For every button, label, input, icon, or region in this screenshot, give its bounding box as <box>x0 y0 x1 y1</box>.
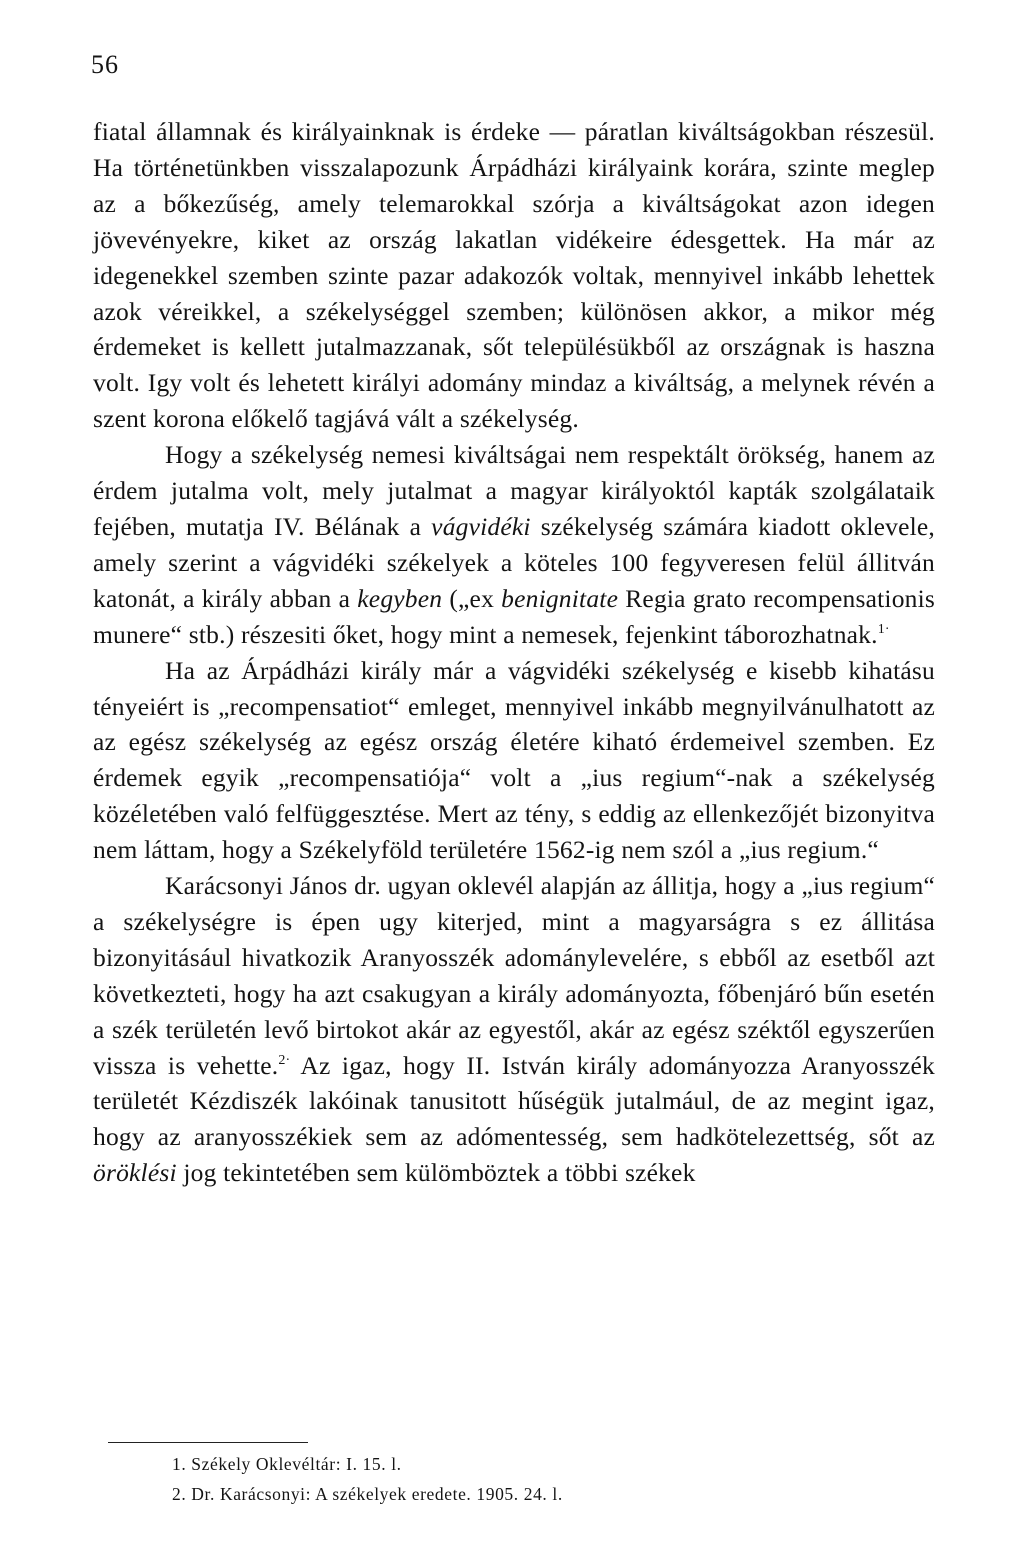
footnote-marker: 2· <box>278 1052 291 1068</box>
paragraph <box>93 437 935 652</box>
italic-text: kegyben <box>357 583 443 613</box>
footnote-marker: 1· <box>877 621 890 637</box>
text-run: Hogy a székelység nemesi kiváltságai nem respektált örökség, hanem az érdem jutalma volt, mely jutalmat a magyar királyoktól kapták szolgálataik fejében, mutatja IV. Bélának a <box>93 440 935 541</box>
italic-text: vágvidéki <box>431 511 531 541</box>
paragraph <box>93 114 935 437</box>
body-text <box>93 114 935 1191</box>
page-number: 56 <box>91 50 119 79</box>
text-run: jog tekintetében sem külömböztek a többi székek <box>176 1158 696 1188</box>
text-run: („ex <box>442 583 502 613</box>
text-run: fiatal államnak és királyainknak is érdeke — páratlan kiváltságokban részesül. Ha történetünkben visszalapozunk Árpádházi királyaink korára, szinte meglep az a bőkezűség, amely telemarokkal szórja a kiváltságokat azon idegen jövevényekre, kiket az ország lakatlan vidékeire édesgettek. Ha már az idegenekkel szemben szinte pazar adakozók voltak, mennyivel inkább lehettek azok véreikkel, a székelységgel szemben; különösen akkor, a mikor még érdemeket is kellett jutalmazzanak, sőt településükből az országnak is haszna volt. Igy volt és lehetett királyi adomány mindaz a kiváltság, a melynek révén a szent korona előkelő tagjává vált a székelység. <box>93 117 935 434</box>
italic-text: öröklési <box>93 1158 177 1188</box>
footnote-2: 2. Dr. Karácsonyi: A székelyek eredete. 1905. 24. l. <box>172 1484 563 1504</box>
text-run: székelység számára kiadott oklevele, amely szerint a vágvidéki székelyek a köteles 100 fegyveresen felül állitván katonát, a király abban a <box>93 511 935 613</box>
footnote-1: 1. Székely Oklevéltár: I. 15. l. <box>172 1454 402 1474</box>
text-run: Karácsonyi János dr. ugyan oklevél alapján az állitja, hogy a „ius regium“ a székelységre is épen ugy kiterjed, mint a magyarságra s ez állitása bizonyitásául hivatkozik Aranyosszék adománylevelére, s ebből az esetből azt következteti, hogy ha azt csakugyan a király adományozta, főbenjáró bűn esetén a szék területén levő birtokot akár az egyestől, akár az egész széktől egyszerűen vissza is vehette. <box>93 871 935 1080</box>
text-run: Regia grato recompensationis munere“ stb.) részesiti őket, hogy mint a nemesek, fejenkint táborozhatnak. <box>93 583 936 649</box>
text-run: Az igaz, hogy II. István király adományozza Aranyosszék területét Kézdiszék lakóinak tanusitott hűségük jutalmául, de az megint igaz, hogy az aranyosszékiek sem az adómentesség, sem hadkötelezettség, sőt az <box>93 1050 935 1152</box>
italic-text: benignitate <box>501 583 619 613</box>
text-run: Ha az Árpádházi király már a vágvidéki székelység e kisebb kihatásu tényeiért is „recompensatiot“ emleget, mennyivel inkább megnyilvánulhatott az az egész székelység az egész ország életére kiható érdemeivel szemben. Ez érdemek egyik „recompensatiója“ volt a „ius regium“-nak a székelység közéletében való felfüggesztése. Mert az tény, s eddig az ellenkezőjét bizonyitva nem láttam, hogy a Székelyföld területére 1562-ig nem szól a „ius regium.“ <box>93 655 935 865</box>
paragraph <box>93 653 935 868</box>
footnote-divider <box>108 1442 308 1443</box>
footnotes <box>172 1449 563 1509</box>
paragraph <box>93 868 935 1191</box>
